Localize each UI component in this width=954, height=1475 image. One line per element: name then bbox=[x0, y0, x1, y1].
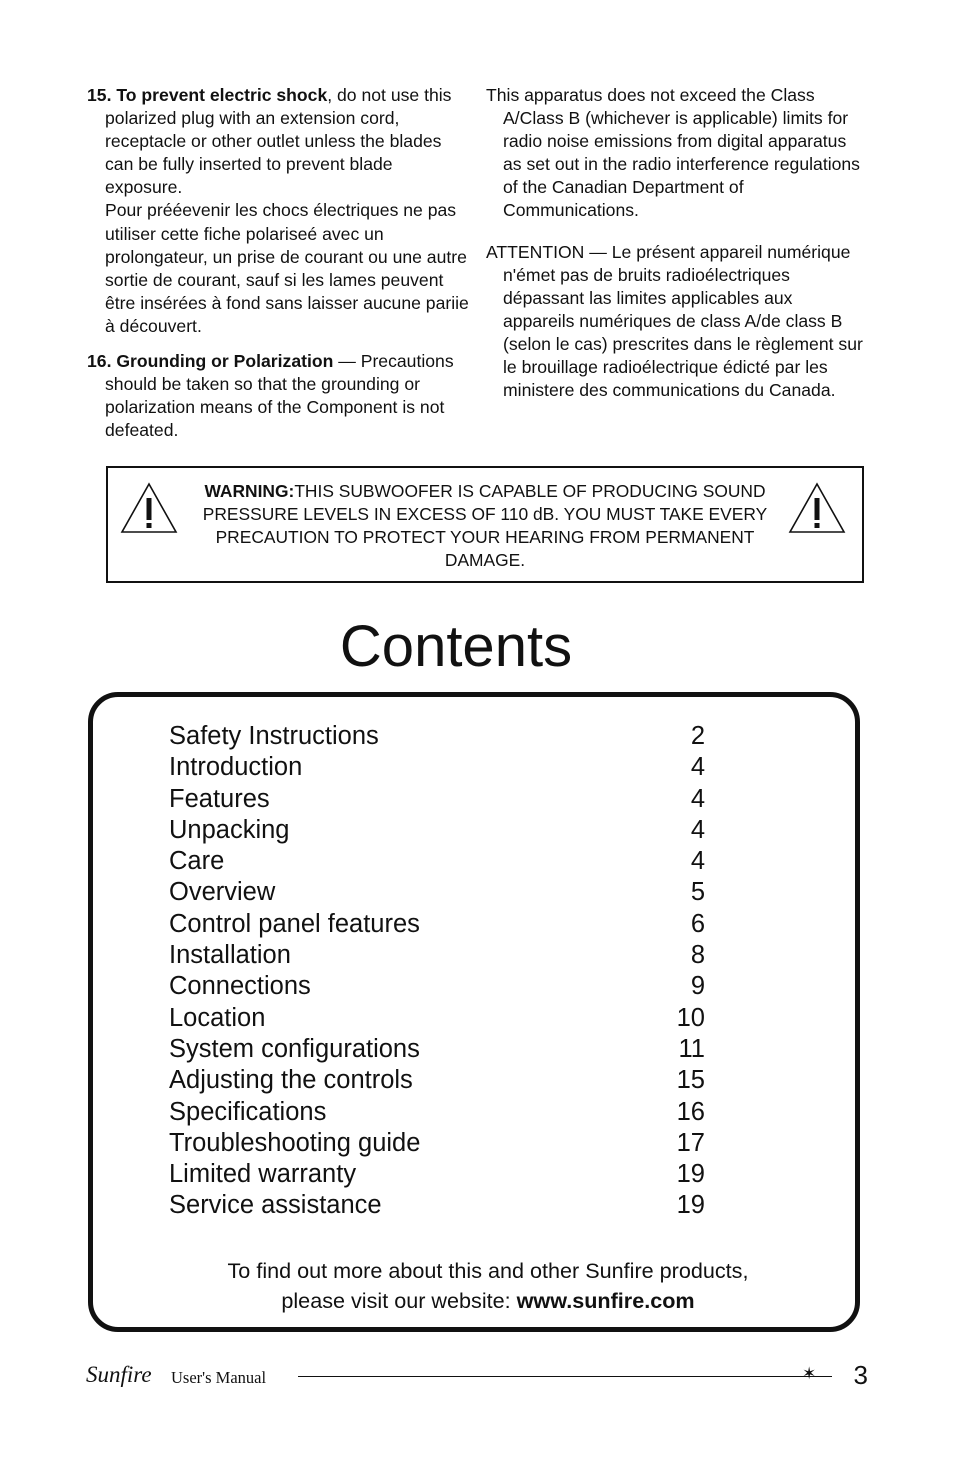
toc-entry-title: Care bbox=[169, 847, 225, 876]
toc-row[interactable] bbox=[169, 784, 705, 815]
toc-page-number: 5 bbox=[690, 878, 705, 907]
toc-entry-title: Control panel features bbox=[169, 909, 420, 938]
toc-entry-title: Features bbox=[169, 784, 270, 813]
item-text: , do not use this polarized plug with an extension cord, receptacle or other outlet unless the blades can be fully inserted to prevent blade exposure. bbox=[105, 85, 452, 198]
toc-page-number: 19 bbox=[676, 1191, 705, 1220]
compliance-french: ATTENTION — Le présent appareil numérique n'émet pas de bruits radioélectriques dépassant las limites applicables aux appareils numériques de class A/de class B (selon le cas) prescrites dans le règlement sur le brouillage radioélectrique édicté par les ministere des communications du Canada. bbox=[486, 241, 863, 401]
toc-page-number: 19 bbox=[676, 1160, 705, 1189]
item-lead: To prevent electric shock bbox=[116, 85, 328, 105]
toc-entry-title: Service assistance bbox=[169, 1191, 382, 1220]
brand-logo: Sunfire bbox=[86, 1362, 152, 1387]
toc-entry-title: Unpacking bbox=[169, 815, 290, 844]
manual-label: User's Manual bbox=[171, 1368, 267, 1387]
visit-text: please visit our website: bbox=[281, 1287, 517, 1313]
toc-row[interactable] bbox=[169, 1003, 705, 1034]
toc-entry-title: System configurations bbox=[169, 1034, 420, 1063]
warning-triangle-icon bbox=[788, 482, 846, 534]
table-of-contents bbox=[169, 721, 705, 1222]
toc-page-number: 4 bbox=[690, 847, 705, 876]
right-column bbox=[486, 84, 866, 420]
toc-row[interactable] bbox=[169, 1065, 705, 1096]
toc-row[interactable] bbox=[169, 1128, 705, 1159]
toc-page-number: 8 bbox=[690, 941, 705, 970]
item-number: 16. bbox=[87, 351, 112, 372]
toc-row[interactable] bbox=[169, 846, 705, 877]
toc-row[interactable] bbox=[169, 752, 705, 783]
toc-entry-title: Overview bbox=[169, 878, 276, 907]
toc-entry-title: Limited warranty bbox=[169, 1160, 357, 1189]
toc-row[interactable] bbox=[169, 1097, 705, 1128]
star-icon: ✶ bbox=[802, 1364, 817, 1383]
toc-row[interactable] bbox=[169, 1159, 705, 1190]
item-text: — Precautions should be taken so that the grounding or polarization means of the Component is not defeated. bbox=[105, 351, 454, 441]
safety-item-16 bbox=[87, 350, 469, 442]
contents-title: Contents bbox=[339, 614, 573, 679]
website-link[interactable]: www.sunfire.com bbox=[516, 1287, 695, 1313]
toc-page-number: 17 bbox=[676, 1128, 705, 1157]
toc-page-number: 16 bbox=[676, 1097, 705, 1126]
toc-page-number: 4 bbox=[690, 753, 705, 782]
left-column bbox=[87, 84, 469, 454]
toc-entry-title: Adjusting the controls bbox=[169, 1066, 413, 1095]
toc-page-number: 15 bbox=[676, 1066, 705, 1095]
warning-label: WARNING: bbox=[204, 481, 295, 501]
toc-row[interactable] bbox=[169, 877, 705, 908]
toc-page-number: 6 bbox=[690, 909, 705, 938]
toc-row[interactable] bbox=[169, 971, 705, 1002]
item-lead: Grounding or Polarization bbox=[116, 351, 334, 372]
toc-entry-title: Connections bbox=[169, 972, 311, 1001]
warning-triangle-icon bbox=[120, 482, 178, 534]
warning-message: THIS SUBWOOFER IS CAPABLE OF PRODUCING SOUND PRESSURE LEVELS IN EXCESS OF 110 dB. YOU MUST TAKE EVERY PRECAUTION TO PROTECT YOUR HEARING FROM PERMANENT DAMAGE. bbox=[202, 481, 768, 570]
visit-line-2 bbox=[100, 1286, 876, 1316]
toc-entry-title: Safety Instructions bbox=[169, 722, 379, 750]
toc-page-number: 11 bbox=[678, 1034, 705, 1063]
toc-row[interactable] bbox=[169, 909, 705, 940]
toc-entry-title: Location bbox=[169, 1003, 266, 1032]
safety-item-15 bbox=[87, 84, 469, 338]
toc-entry-title: Specifications bbox=[169, 1097, 327, 1126]
toc-row[interactable] bbox=[169, 1034, 705, 1065]
item-french-text: Pour prééevenir les chocs électriques ne pas utiliser cette fiche polariseé avec un prolongateur, un prise de courant ou une autre sortie de courant, sauf si les lames peuvent être insérées à fond sans laisser aucune pariie à découvert. bbox=[105, 200, 469, 336]
toc-entry-title: Troubleshooting guide bbox=[169, 1128, 421, 1157]
visit-line-1: To find out more about this and other Sunfire products, bbox=[227, 1258, 749, 1283]
warning-text bbox=[202, 480, 768, 572]
toc-page-number: 2 bbox=[690, 722, 705, 750]
footer-rule-end bbox=[816, 1376, 832, 1377]
toc-entry-title: Introduction bbox=[169, 753, 303, 782]
toc-row[interactable] bbox=[169, 940, 705, 971]
page-number: 3 bbox=[853, 1360, 868, 1390]
toc-page-number: 4 bbox=[690, 784, 705, 813]
toc-page-number: 10 bbox=[676, 1003, 705, 1032]
toc-page-number: 9 bbox=[690, 972, 705, 1001]
footer-rule bbox=[298, 1376, 818, 1377]
toc-row[interactable] bbox=[169, 815, 705, 846]
compliance-english: This apparatus does not exceed the Class A/Class B (whichever is applicable) limits for radio noise emissions from digital apparatus as set out in the radio interference regulations of the Canadian Department of Communications. bbox=[486, 85, 860, 221]
website-note bbox=[100, 1256, 876, 1315]
toc-entry-title: Installation bbox=[169, 941, 291, 970]
toc-page-number: 4 bbox=[690, 815, 705, 844]
toc-row[interactable] bbox=[169, 1190, 705, 1221]
page-footer bbox=[86, 1362, 868, 1392]
toc-row[interactable] bbox=[169, 721, 705, 752]
item-number: 15. bbox=[87, 85, 112, 105]
warning-box bbox=[106, 466, 864, 583]
